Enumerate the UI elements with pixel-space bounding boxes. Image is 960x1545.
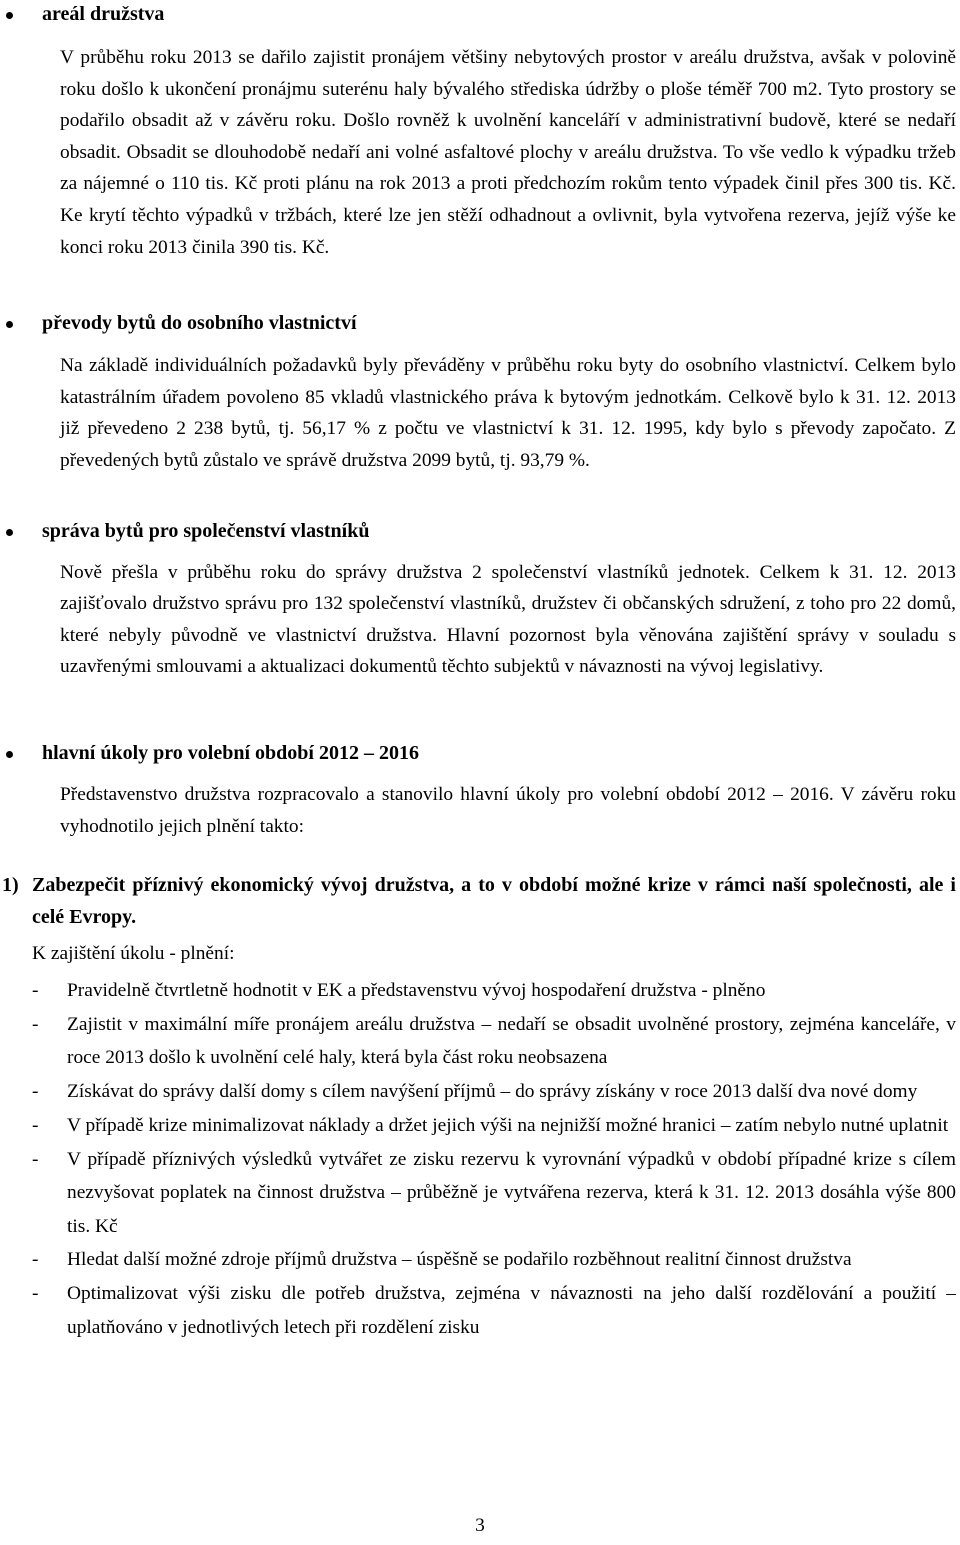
section-heading: převody bytů do osobního vlastnictví bbox=[42, 312, 357, 335]
section-paragraph: Nově přešla v průběhu roku do správy družstva 2 společenství vlastníků jednotek. Celkem k 31. 12. 2013 zajišťovalo družstvo správu pro 132 společenství vlastníků, družstev či občanských sdružení, z toho pro 22 domů, které nebyly původně ve vlastnictví družstva. Hlavní pozornost byla věnována zajištění správy v souladu s uzavřenými smlouvami a aktualizaci dokumentů těchto subjektů v návaznosti na vývoj legislativy. bbox=[60, 561, 956, 678]
task-number: 1) bbox=[2, 874, 19, 897]
bullet-icon bbox=[6, 751, 13, 758]
section-heading: areál družstva bbox=[42, 3, 165, 25]
task-items-list bbox=[2, 974, 956, 1344]
section-heading: správa bytů pro společenství vlastníků bbox=[42, 519, 370, 542]
page-number: 3 bbox=[475, 1515, 485, 1536]
list-item bbox=[2, 1109, 956, 1142]
section-areal bbox=[2, 2, 956, 263]
task-title bbox=[2, 869, 956, 933]
dash-marker: - bbox=[32, 1249, 39, 1271]
list-item bbox=[2, 1008, 956, 1075]
list-item bbox=[2, 974, 956, 1007]
section-sprava bbox=[2, 519, 956, 683]
list-item-text: Získávat do správy další domy s cílem navýšení příjmů – do správy získány v roce 2013 další dva nové domy bbox=[67, 1081, 918, 1103]
section-paragraph: Představenstvo družstva rozpracovalo a stanovilo hlavní úkoly pro volební období 2012 – 2016. V závěru roku vyhodnotilo jejich plnění takto: bbox=[60, 783, 956, 837]
list-item bbox=[2, 1075, 956, 1108]
dash-marker: - bbox=[32, 1081, 39, 1103]
dash-marker: - bbox=[32, 1148, 39, 1170]
list-item bbox=[2, 1277, 956, 1344]
list-item-text: Optimalizovat výši zisku dle potřeb družstva, zejména v návaznosti na jeho další rozdělování a použití – uplatňováno v jednotlivých letech při rozdělení zisku bbox=[67, 1283, 956, 1338]
list-item bbox=[2, 1143, 956, 1243]
list-item-text: V případě krize minimalizovat náklady a držet jejich výši na nejnižší možné hranici – zatím nebylo nutné uplatnit bbox=[67, 1114, 949, 1136]
bullet-icon bbox=[6, 529, 13, 536]
section-heading: hlavní úkoly pro volební období 2012 – 2016 bbox=[42, 741, 419, 764]
dash-marker: - bbox=[32, 980, 39, 1002]
section-paragraph: Na základě individuálních požadavků byly převáděny v průběhu roku byty do osobního vlastnictví. Celkem bylo katastrálním úřadem povoleno 85 vkladů vlastnického práva k bytovým jednotkám. Celkově bylo k 31. 12. 2013 již převedeno 2 238 bytů, tj. 56,17 % z počtu ve vlastnictví k 31. 12. 1995, kdy bylo s převody započato. Z převedených bytů zůstalo ve správě družstva 2099 bytů, tj. 93,79 %. bbox=[60, 355, 956, 471]
document-page bbox=[0, 2, 960, 1545]
list-item-text: Hledat další možné zdroje příjmů družstva – úspěšně se podařilo rozběhnout realitní činnost družstva bbox=[67, 1249, 852, 1271]
section-paragraph: V průběhu roku 2013 se dařilo zajistit pronájem většiny nebytových prostor v areálu družstva, avšak v polovině roku došlo k ukončení pronájmu suterénu haly bývalého střediska údržby o ploše téměř 700 m2. Tyto prostory se podařilo obsadit až v závěru roku. Došlo rovněž k uvolnění kanceláří v administrativní budově, které se nedaří obsadit. Obsadit se dlouhodobě nedaří ani volné asfaltové plochy v areálu družstva. To vše vedlo k výpadku tržeb za nájemné o 110 tis. Kč proti plánu na rok 2013 a proti předchozím rokům tento výpadek činil přes 300 tis. Kč. Ke krytí těchto výpadků v tržbách, které lze jen stěží odhadnout a ovlivnit, byla vytvořena rezerva, jejíž výše ke konci roku 2013 činila 390 tis. Kč. bbox=[60, 47, 956, 258]
bullet-icon bbox=[6, 321, 13, 328]
task-title-text: Zabezpečit příznivý ekonomický vývoj družstva, a to v období možné krize v rámci naší společnosti, ale i celé Evropy. bbox=[32, 874, 956, 929]
task-subheading: K zajištění úkolu - plnění: bbox=[32, 943, 235, 965]
list-item-text: V případě příznivých výsledků vytvářet ze zisku rezervu k vyrovnání výpadků v období případné krize s cílem nezvyšovat poplatek na činnost družstva – průběžně je vytvářena rezerva, která k 31. 12. 2013 dosáhla výše 800 tis. Kč bbox=[67, 1148, 956, 1237]
list-item-text: Pravidelně čtvrtletně hodnotit v EK a představenstvu vývoj hospodaření družstva - plněno bbox=[67, 980, 766, 1002]
list-item bbox=[2, 1243, 956, 1276]
dash-marker: - bbox=[32, 1013, 39, 1035]
list-item-text: Zajistit v maximální míře pronájem areálu družstva – nedaří se obsadit uvolněné prostory, zejména kanceláře, v roce 2013 došlo k uvolnění celé haly, která byla část roku neobsazena bbox=[67, 1013, 956, 1069]
bullet-icon bbox=[6, 12, 13, 19]
dash-marker: - bbox=[32, 1114, 39, 1136]
section-prevody bbox=[2, 311, 956, 476]
task-block bbox=[2, 869, 956, 1344]
dash-marker: - bbox=[32, 1283, 39, 1305]
section-ukoly bbox=[2, 741, 956, 842]
